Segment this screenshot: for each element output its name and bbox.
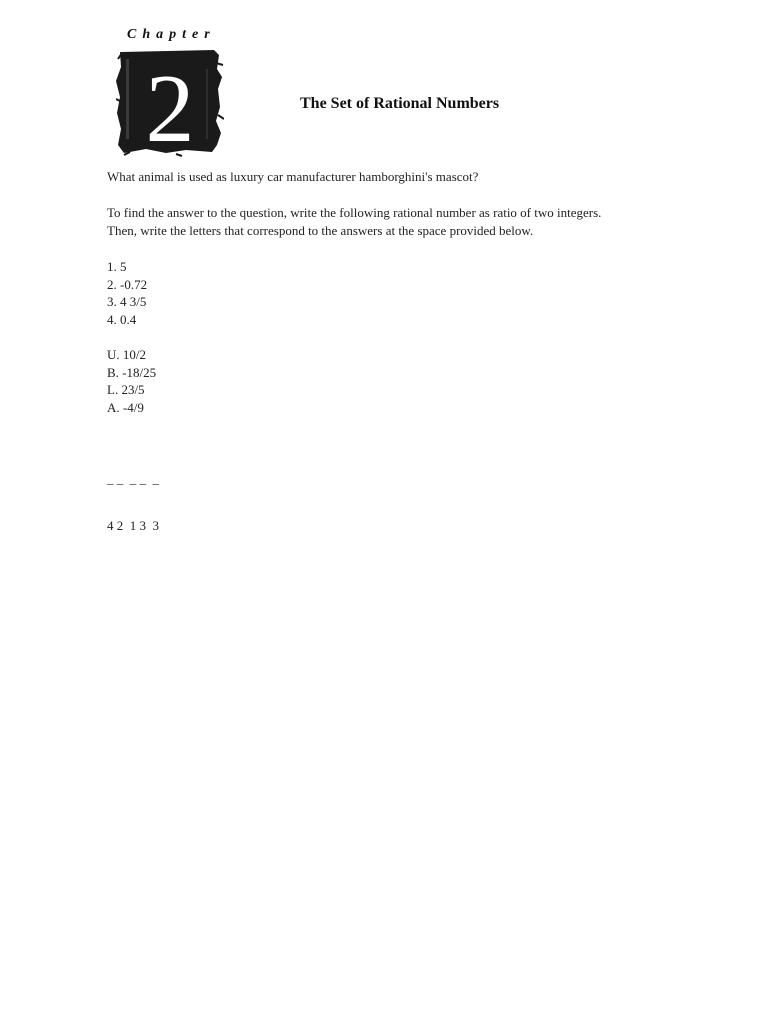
chapter-number-block [116,49,224,157]
question-text: What animal is used as luxury car manufacturer hamborghini's mascot? [107,169,479,184]
answer-blanks: _ _ _ _ _ [107,471,159,486]
numbered-items [107,258,147,328]
chapter-number: 2 [145,55,195,157]
instructions [107,204,601,239]
choice-item: A. -4/9 [107,399,144,415]
instruction-line: Then, write the letters that correspond to the answers at the space provided below. [107,222,534,238]
choice-item: L. 23/5 [107,382,145,397]
list-item: 3. 4 3/5 [107,294,147,309]
answer-key [107,440,159,550]
choice-item: B. -18/25 [107,364,157,380]
choice-item: U. 10/2 [107,347,146,362]
instruction-line: To find the answer to the question, write the following rational number as ratio of two integers. [107,205,602,220]
letter-choices [107,346,156,416]
answer-digits: 4 2 1 3 3 [107,518,159,533]
list-item: 4. 0.4 [107,311,137,327]
list-item: 1. 5 [107,259,127,274]
page-title: The Set of Rational Numbers [300,95,500,112]
chapter-label: Chapter [127,27,216,42]
chapter-badge [110,27,230,162]
list-item: 2. -0.72 [107,276,148,292]
